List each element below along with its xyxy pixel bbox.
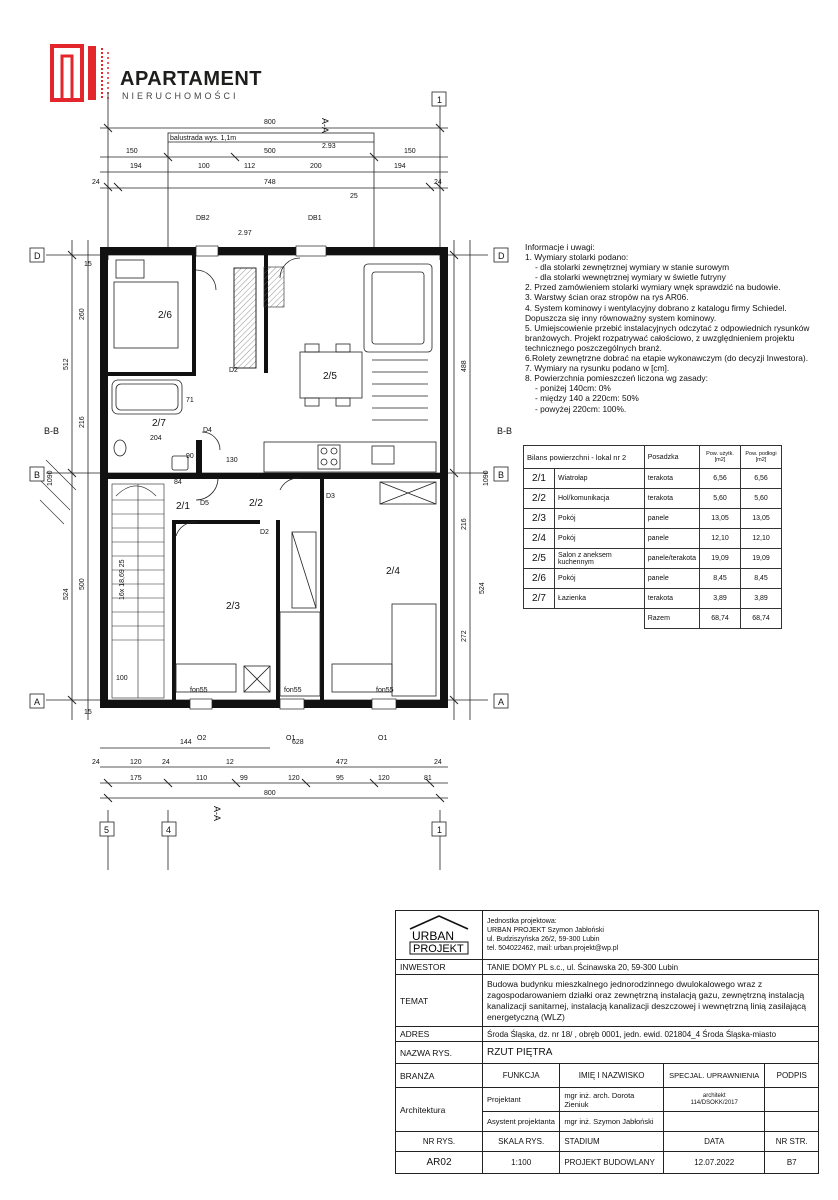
col-posadzka: Posadzka xyxy=(644,446,699,469)
logo-projekt: PROJEKT xyxy=(413,943,464,955)
unit-info xyxy=(483,911,819,960)
sum-label: Razem xyxy=(644,609,699,629)
note-line: 8. Powierzchnia pomieszczeń liczona wg zasady: xyxy=(525,373,708,384)
person-1: mgr inż. arch. Dorota Zieniuk xyxy=(560,1088,664,1112)
table-sum-row xyxy=(524,609,782,629)
podpis-label: PODPIS xyxy=(765,1064,819,1088)
dim-level-297: 2.97 xyxy=(238,230,252,237)
col-pow-uzytk: Pow. użytk. [m2] xyxy=(700,446,741,469)
spec-2 xyxy=(663,1112,765,1132)
note-line: 1. Wymiary stolarki podano: xyxy=(525,252,629,263)
dim-top-112: 112 xyxy=(244,163,256,170)
axis-1-bottom: 1 xyxy=(437,825,443,835)
dim-l-1090: 1090 xyxy=(47,470,54,486)
cell-nr: 2/2 xyxy=(524,489,555,509)
cell-b: 3,89 xyxy=(741,589,782,609)
dim-b-120a: 120 xyxy=(130,759,142,766)
temat-value: Budowa budynku mieszkalnego jednorodzinnego dwulokalowego wraz z zagospodarowaniem działki oraz zewnętrzną instalacją gazu, zewnętrzną instalacją kanalizacji sanitarnej, instalacją kanalizacji deszczowej i wewnętrzną linią zasilającą energetyczną (WLZ) xyxy=(483,975,819,1027)
dim-top-200: 200 xyxy=(310,163,322,170)
dim-top-194b: 194 xyxy=(394,163,406,170)
cell-a: 12,10 xyxy=(700,529,741,549)
section-aa-bottom: A-A xyxy=(212,806,222,822)
signature-2 xyxy=(765,1112,819,1132)
cell-a: 13,05 xyxy=(700,509,741,529)
cell-nr: 2/1 xyxy=(524,469,555,489)
nazwa-value: RZUT PIĘTRA xyxy=(483,1042,819,1064)
dim-204: 204 xyxy=(150,435,162,442)
section-aa-top: A-A xyxy=(320,118,330,134)
dim-b-120b: 120 xyxy=(288,775,300,782)
cell-name: Hol/komunikacja xyxy=(555,489,645,509)
dim-b-24a: 24 xyxy=(92,759,100,766)
dim-b-175: 175 xyxy=(130,775,142,782)
dim-90: 90 xyxy=(186,453,194,460)
door-tag-d5: D5 xyxy=(200,500,209,507)
sum-spacer xyxy=(524,609,645,629)
cell-nr: 2/3 xyxy=(524,509,555,529)
unit-tel: tel. 504022462, mail: urban.projekt@wp.pl xyxy=(487,945,619,952)
dim-b-95: 95 xyxy=(336,775,344,782)
note-line: 2. Przed zamówieniem stolarki wymiary wnęk sprawdzić na budowie. xyxy=(525,282,781,293)
spec-1b: 114/DSOKK/2017 xyxy=(690,1099,738,1106)
window-tag-o1b: O1 xyxy=(378,735,388,742)
unit-label: Jednostka projektowa: xyxy=(487,918,557,925)
skala-value: 1:100 xyxy=(483,1152,560,1174)
room-label-2-3: 2/3 xyxy=(226,601,240,612)
stadium-label: STADIUM xyxy=(560,1132,664,1152)
cell-name: Pokój xyxy=(555,509,645,529)
dim-100: 100 xyxy=(116,675,128,682)
stadium-value: PROJEKT BUDOWLANY xyxy=(560,1152,664,1174)
dim-r-216: 216 xyxy=(461,518,468,530)
cell-b: 12,10 xyxy=(741,529,782,549)
window-fon-1: fon55 xyxy=(190,687,208,694)
note-line: - powyżej 220cm: 100%. xyxy=(535,403,627,414)
logo-sub: NIERUCHOMOŚCI xyxy=(122,91,239,101)
cell-floor: panele/terakota xyxy=(644,549,699,569)
door-tag-d2: D2 xyxy=(229,367,238,374)
note-line: 4. System kominowy i wentylacyjny dobrano z katalogu firmy Schiedel. Dopuszcza się inny równoważny system kominowy. xyxy=(525,302,787,323)
adres-label: ADRES xyxy=(396,1027,483,1042)
room-label-2-6: 2/6 xyxy=(158,310,172,321)
axis-b-left: B xyxy=(34,470,41,480)
role-2: Asystent projektanta xyxy=(483,1112,560,1132)
cell-a: 8,45 xyxy=(700,569,741,589)
adres-row xyxy=(396,1027,819,1042)
cell-a: 5,60 xyxy=(700,489,741,509)
room-label-2-7: 2/7 xyxy=(152,418,166,429)
window-fon-2: fon55 xyxy=(284,687,302,694)
adres-value: Środa Śląska, dz. nr 18/ , obręb 0001, jedn. ewid. 021804_4 Środa Śląska-miasto xyxy=(483,1027,819,1042)
table-header-row xyxy=(524,446,782,469)
door-tag-db1: DB1 xyxy=(308,215,322,222)
data-value: 12.07.2022 xyxy=(663,1152,765,1174)
area-balance-table xyxy=(523,445,782,629)
room-label-2-2: 2/2 xyxy=(249,498,263,509)
dim-l-524: 524 xyxy=(63,588,70,600)
dim-84: 84 xyxy=(174,479,182,486)
cell-b: 8,45 xyxy=(741,569,782,589)
dim-b-120c: 120 xyxy=(378,775,390,782)
floor-plan xyxy=(0,0,520,880)
logo-urban: URBAN xyxy=(412,929,455,943)
dim-l-15b: 15 xyxy=(84,709,92,716)
dim-b-24c: 24 xyxy=(434,759,442,766)
footer-header-row xyxy=(396,1132,819,1152)
dim-top-150b: 150 xyxy=(404,148,416,155)
table-row xyxy=(524,469,782,489)
role-1: Projektant xyxy=(483,1088,560,1112)
person-2: mgr inż. Szymon Jabłoński xyxy=(560,1112,664,1132)
dim-b-800: 800 xyxy=(264,790,276,797)
cell-floor: panele xyxy=(644,569,699,589)
cell-b: 6,56 xyxy=(741,469,782,489)
dim-130: 130 xyxy=(226,457,238,464)
table-row xyxy=(524,589,782,609)
table-title: Bilans powierzchni - lokal nr 2 xyxy=(524,446,645,469)
dim-r-1090: 1090 xyxy=(483,470,490,486)
investor-value: TANIE DOMY PL s.c., ul. Ścinawska 20, 59-300 Lubin xyxy=(483,960,819,975)
title-block xyxy=(395,910,819,1174)
investor-row xyxy=(396,960,819,975)
cell-name: Łazienka xyxy=(555,589,645,609)
cell-nr: 2/4 xyxy=(524,529,555,549)
cell-name: Pokój xyxy=(555,569,645,589)
window-tag-o1a: O1 xyxy=(286,735,296,742)
unit-addr: ul. Budziszyńska 26/2, 59-300 Lubin xyxy=(487,936,600,943)
footer-value-row xyxy=(396,1152,819,1174)
cell-floor: terakota xyxy=(644,489,699,509)
urban-logo xyxy=(396,911,483,960)
note-line: 7. Wymiary na rysunku podano w [cm]. xyxy=(525,363,670,374)
dim-71: 71 xyxy=(186,397,194,404)
axis-5-bottom: 5 xyxy=(104,825,110,835)
sum-a: 68,74 xyxy=(700,609,741,629)
spec-1a: architekt xyxy=(702,1092,726,1099)
dim-r-272: 272 xyxy=(461,630,468,642)
investor-label: INWESTOR xyxy=(396,960,483,975)
dim-b-99: 99 xyxy=(240,775,248,782)
dim-top-100: 100 xyxy=(198,163,210,170)
dim-b-472: 472 xyxy=(336,759,348,766)
table-row xyxy=(524,569,782,589)
dim-l-260: 260 xyxy=(79,308,86,320)
cell-nr: 2/7 xyxy=(524,589,555,609)
cell-name: Pokój xyxy=(555,529,645,549)
funkcja-label: FUNKCJA xyxy=(483,1064,560,1088)
dim-top-194a: 194 xyxy=(130,163,142,170)
cell-b: 13,05 xyxy=(741,509,782,529)
door-tag-d3a: D3 xyxy=(326,493,335,500)
dim-144: 144 xyxy=(180,739,192,746)
title-header-row xyxy=(396,911,819,960)
axis-a-right: A xyxy=(498,697,505,707)
door-tag-db2: DB2 xyxy=(196,215,210,222)
nr-rys-label: NR RYS. xyxy=(396,1132,483,1152)
skala-label: SKALA RYS. xyxy=(483,1132,560,1152)
dim-top-24b: 24 xyxy=(434,179,442,186)
dim-l-15a: 15 xyxy=(84,261,92,268)
cell-floor: panele xyxy=(644,509,699,529)
spec-1 xyxy=(663,1088,765,1112)
cell-name: Salon z aneksem kuchennym xyxy=(555,549,645,569)
note-line: - dla stolarki wewnętrznej wymiary w świetle futryny xyxy=(535,272,726,283)
cell-nr: 2/6 xyxy=(524,569,555,589)
urban-projekt-logo xyxy=(406,913,472,955)
note-line: - poniżej 140cm: 0% xyxy=(535,383,611,394)
door-tag-d2b: D2 xyxy=(260,529,269,536)
axis-a-left: A xyxy=(34,697,41,707)
dim-top-748: 748 xyxy=(264,179,276,186)
cell-floor: terakota xyxy=(644,589,699,609)
logo-brand: APARTAMENT xyxy=(120,68,263,90)
nr-str-label: NR STR. xyxy=(765,1132,819,1152)
unit-name: URBAN PROJEKT Szymon Jabłoński xyxy=(487,927,604,934)
axis-b-right: B xyxy=(498,470,505,480)
room-label-2-4: 2/4 xyxy=(386,566,400,577)
cell-floor: panele xyxy=(644,529,699,549)
dim-628: 628 xyxy=(292,739,304,746)
table-row xyxy=(524,489,782,509)
cell-nr: 2/5 xyxy=(524,549,555,569)
dim-b-110: 110 xyxy=(196,775,208,782)
dim-top-150a: 150 xyxy=(126,148,138,155)
note-line: 6.Rolety zewnętrzne dobrać na etapie wykonawczym (do decyzji Inwestora). xyxy=(525,353,809,364)
signature-1 xyxy=(765,1088,819,1112)
dim-top-25: 25 xyxy=(350,193,358,200)
note-line: 5. Umiejscowienie przebić instalacyjnych odczytać z odpowiednich rysunków branżowych. Projekt rozpatrywać całościowo, z uwzględnieniem projektu technicznego poszczególnych branż. xyxy=(525,322,810,353)
axis-d-right: D xyxy=(498,251,505,261)
dim-r-524: 524 xyxy=(479,582,486,594)
nazwa-label: NAZWA RYS. xyxy=(396,1042,483,1064)
imie-label: IMIĘ I NAZWISKO xyxy=(560,1064,664,1088)
data-label: DATA xyxy=(663,1132,765,1152)
dim-l-216: 216 xyxy=(79,416,86,428)
table-row xyxy=(524,529,782,549)
nazwa-row xyxy=(396,1042,819,1064)
designer-row xyxy=(396,1088,819,1112)
cell-b: 5,60 xyxy=(741,489,782,509)
cell-a: 19,09 xyxy=(700,549,741,569)
col-pow-podlogi: Pow. podłogi [m2] xyxy=(741,446,782,469)
room-label-2-1: 2/1 xyxy=(176,501,190,512)
section-bb-right: B-B xyxy=(497,426,513,436)
notes-block xyxy=(525,242,830,414)
cell-floor: terakota xyxy=(644,469,699,489)
branza-header-row xyxy=(396,1064,819,1088)
dim-b-12: 12 xyxy=(226,759,234,766)
nr-rys-value: AR02 xyxy=(396,1152,483,1174)
dim-l-500: 500 xyxy=(79,578,86,590)
branza-value: Architektura xyxy=(396,1088,483,1132)
axis-4-bottom: 4 xyxy=(166,825,172,835)
room-label-2-5: 2/5 xyxy=(323,371,337,382)
nr-str-value: B7 xyxy=(765,1152,819,1174)
branza-label: BRANŻA xyxy=(396,1064,483,1088)
notes-title: Informacje i uwagi: xyxy=(525,242,595,252)
temat-label: TEMAT xyxy=(396,975,483,1027)
window-fon-3: fon55 xyxy=(376,687,394,694)
window-tag-o2: O2 xyxy=(197,735,207,742)
axis-1-top: 1 xyxy=(437,95,443,105)
sum-b: 68,74 xyxy=(741,609,782,629)
cell-a: 3,89 xyxy=(700,589,741,609)
dim-r-488: 488 xyxy=(461,360,468,372)
cell-name: Wiatrołap xyxy=(555,469,645,489)
note-line: - między 140 a 220cm: 50% xyxy=(535,393,639,404)
temat-row xyxy=(396,975,819,1027)
dim-l-512: 512 xyxy=(63,358,70,370)
note-line: 3. Warstwy ścian oraz stropów na rys AR06. xyxy=(525,292,689,303)
stairs-label: 16x 18,69 25 xyxy=(119,559,126,600)
door-tag-d4: D4 xyxy=(203,427,212,434)
balustrade-label: balustrada wys. 1,1m xyxy=(170,135,237,142)
dim-b-24b: 24 xyxy=(162,759,170,766)
dim-top-800: 800 xyxy=(264,119,276,126)
dim-level-293: 2.93 xyxy=(322,143,336,150)
axis-d-left: D xyxy=(34,251,41,261)
cell-a: 6,56 xyxy=(700,469,741,489)
note-line: - dla stolarki zewnętrznej wymiary w stanie surowym xyxy=(535,262,730,273)
cell-b: 19,09 xyxy=(741,549,782,569)
table-row xyxy=(524,549,782,569)
section-bb-left: B-B xyxy=(44,426,60,436)
dim-top-500: 500 xyxy=(264,148,276,155)
dim-b-81: 81 xyxy=(424,775,432,782)
dim-top-24a: 24 xyxy=(92,179,100,186)
table-row xyxy=(524,509,782,529)
spec-label: SPECJAL. UPRAWNIENIA xyxy=(663,1064,765,1088)
